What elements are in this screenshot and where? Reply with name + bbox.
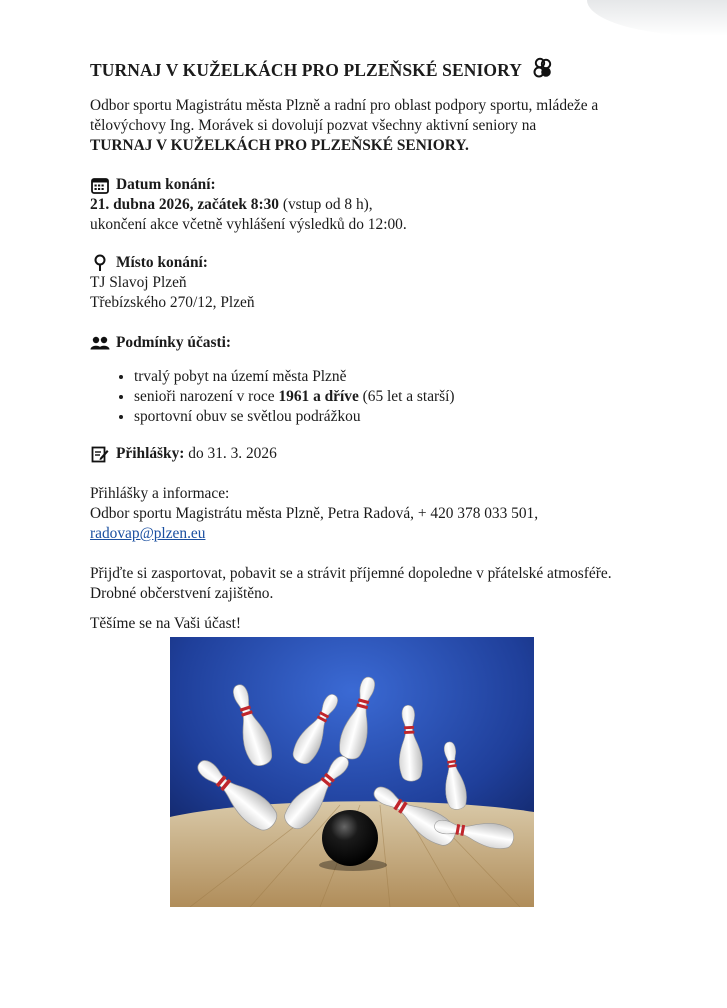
conditions-heading-label: Podmínky účasti: bbox=[116, 334, 232, 351]
invite-paragraph: Přijďte si zasportovat, pobavit se a strávit příjemné dopoledne v přátelské atmosféře. Drobné občerstvení zajištěno. bbox=[90, 565, 612, 602]
date-end-line: ukončení akce včetně vyhlášení výsledků do 12:00. bbox=[90, 216, 407, 233]
conditions-list bbox=[90, 367, 650, 427]
registration-deadline: do 31. 3. 2026 bbox=[184, 445, 277, 462]
section-contact bbox=[90, 484, 650, 544]
condition-age-post: (65 let a starší) bbox=[358, 388, 455, 405]
venue-heading-label: Místo konání: bbox=[116, 254, 208, 271]
page-corner-shadow bbox=[587, 0, 727, 36]
list-item bbox=[134, 367, 650, 387]
calendar-icon bbox=[90, 176, 110, 194]
conditions-heading bbox=[90, 333, 650, 353]
section-date bbox=[90, 175, 650, 235]
list-item bbox=[134, 407, 650, 427]
condition-age-pre: senioři narození v roce bbox=[134, 388, 279, 405]
intro-event-name: TURNAJ V KUŽELKÁCH PRO PLZEŇSKÉ SENIORY. bbox=[90, 137, 469, 154]
title-text: TURNAJ V KUŽELKÁCH PRO PLZEŇSKÉ SENIORY bbox=[90, 60, 522, 80]
date-heading-label: Datum konání: bbox=[116, 176, 216, 193]
pin-icon bbox=[90, 254, 110, 272]
intro-text: Odbor sportu Magistrátu města Plzně a radní pro oblast podpory sportu, mládeže a tělovýchovy Ing. Morávek si dovolují pozvat všechny aktivní seniory na bbox=[90, 97, 599, 134]
edit-icon bbox=[90, 445, 110, 463]
page-title bbox=[90, 56, 650, 84]
bowling-photo bbox=[170, 637, 534, 907]
list-item bbox=[134, 387, 650, 407]
invitation-content bbox=[90, 56, 650, 634]
condition-shoes: sportovní obuv se světlou podrážkou bbox=[134, 408, 361, 425]
section-registration bbox=[90, 444, 650, 464]
section-venue bbox=[90, 253, 650, 313]
contact-label: Přihlášky a informace: bbox=[90, 485, 230, 502]
venue-name: TJ Slavoj Plzeň bbox=[90, 274, 187, 291]
section-conditions bbox=[90, 333, 650, 427]
date-entry-note: (vstup od 8 h), bbox=[278, 196, 373, 213]
date-heading bbox=[90, 175, 650, 195]
venue-address: Třebízského 270/12, Plzeň bbox=[90, 294, 255, 311]
venue-heading bbox=[90, 253, 650, 273]
condition-age-year: 1961 a dříve bbox=[278, 388, 359, 405]
bowling-icon bbox=[531, 57, 553, 83]
intro-paragraph bbox=[90, 96, 650, 156]
registration-heading-label: Přihlášky: bbox=[116, 445, 185, 462]
closing-line: Těšíme se na Vaši účast! bbox=[90, 615, 242, 632]
condition-residence: trvalý pobyt na území města Plzně bbox=[134, 368, 347, 385]
contact-details: Odbor sportu Magistrátu města Plzně, Petra Radová, + 420 378 033 501, bbox=[90, 505, 539, 522]
email-link[interactable]: radovap@plzen.eu bbox=[90, 525, 206, 542]
date-value: 21. dubna 2026, začátek 8:30 bbox=[90, 196, 279, 213]
date-line bbox=[90, 195, 650, 215]
people-icon bbox=[90, 334, 110, 352]
